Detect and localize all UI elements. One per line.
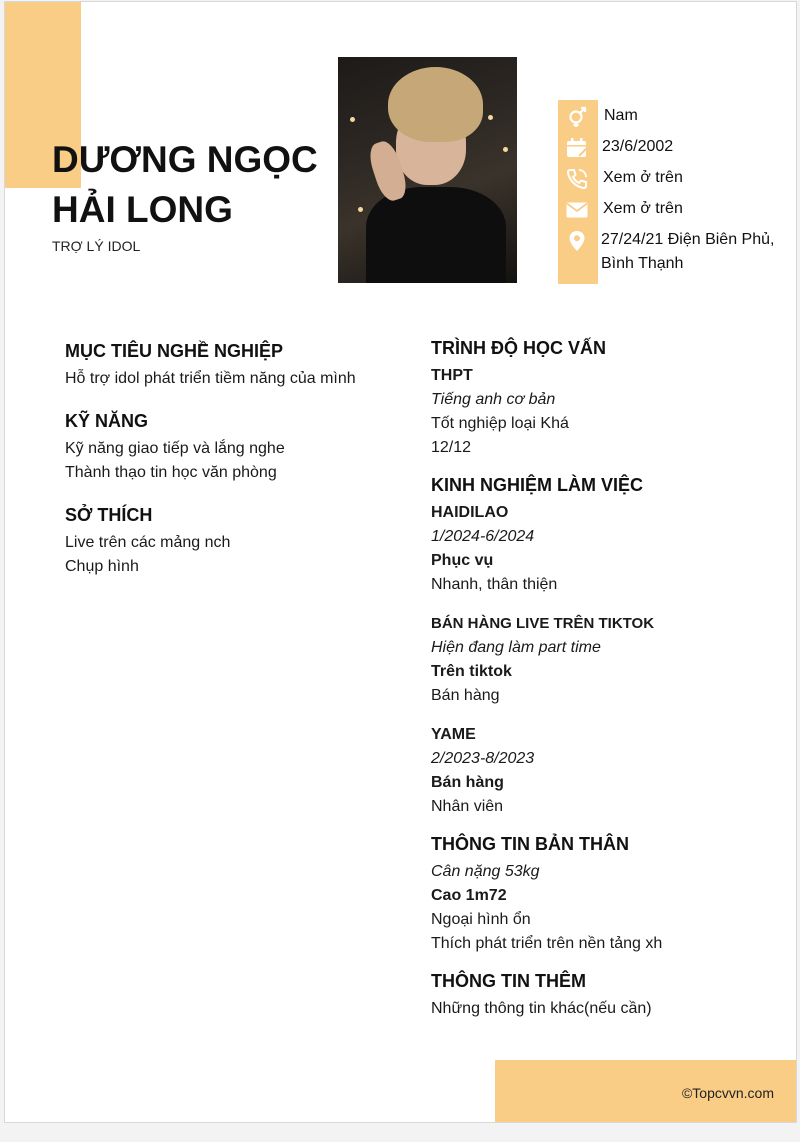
candidate-name	[52, 135, 342, 235]
experience-title: KINH NGHIỆM LÀM VIỆC	[431, 475, 644, 495]
objective-title: MỤC TIÊU NGHỀ NGHIỆP	[65, 341, 284, 361]
skill-item: Kỹ năng giao tiếp và lắng nghe	[65, 440, 285, 457]
mail-icon	[564, 197, 590, 223]
skill-item: Thành thạo tin học văn phòng	[65, 464, 277, 481]
personal-height: Cao 1m72	[431, 887, 507, 904]
job-description: Nhân viên	[431, 798, 504, 815]
objective-text: Hỗ trợ idol phát triển tiềm năng của mình	[65, 370, 356, 387]
personal-note: Thích phát triển trên nền tảng xh	[431, 935, 663, 952]
hobby-item: Chụp hình	[65, 558, 139, 575]
calendar-icon	[564, 135, 590, 161]
footer-brand: ©Topcvvn.com	[681, 1085, 774, 1101]
phone-icon	[564, 166, 590, 192]
education-result: Tốt nghiệp loại Khá	[431, 415, 569, 432]
contact-icon-column	[558, 100, 598, 284]
profile-photo	[338, 57, 517, 283]
name-line-1: DƯƠNG NGỌC	[52, 139, 318, 180]
address-value	[601, 228, 774, 276]
cv-page	[4, 1, 797, 1123]
hobbies-title: SỞ THÍCH	[65, 505, 153, 525]
location-icon	[564, 228, 590, 254]
education-school: THPT	[431, 367, 473, 384]
gender-value: Nam	[604, 107, 638, 124]
gender-icon	[564, 104, 590, 130]
job-position: Phục vụ	[431, 552, 494, 569]
name-line-2: HẢI LONG	[52, 189, 233, 230]
job-company: YAME	[431, 726, 476, 743]
job-period: 1/2024-6/2024	[431, 528, 535, 545]
birthday-value: 23/6/2002	[602, 138, 674, 155]
job-period: Hiện đang làm part time	[431, 639, 601, 656]
job-description: Bán hàng	[431, 687, 500, 704]
education-title: TRÌNH ĐỘ HỌC VẤN	[431, 338, 606, 358]
personal-look: Ngoại hình ổn	[431, 911, 531, 928]
job-description: Nhanh, thân thiện	[431, 576, 558, 593]
personal-weight: Cân nặng 53kg	[431, 863, 540, 880]
address-line-1: 27/24/21 Điện Biên Phủ,	[601, 231, 775, 248]
job-title: TRỢ LÝ IDOL	[52, 238, 141, 254]
address-line-2: Bình Thạnh	[601, 255, 684, 272]
job-company: HAIDILAO	[431, 504, 509, 521]
phone-value: Xem ở trên	[603, 169, 683, 186]
job-position: Trên tiktok	[431, 663, 512, 680]
hobby-item: Live trên các mảng nch	[65, 534, 231, 551]
extra-text: Những thông tin khác(nếu cần)	[431, 1000, 652, 1017]
education-major: Tiếng anh cơ bản	[431, 391, 556, 408]
extra-title: THÔNG TIN THÊM	[431, 971, 586, 991]
personal-title: THÔNG TIN BẢN THÂN	[431, 834, 629, 854]
education-grade: 12/12	[431, 439, 472, 456]
email-value: Xem ở trên	[603, 200, 683, 217]
skills-title: KỸ NĂNG	[65, 411, 149, 431]
job-position: Bán hàng	[431, 774, 504, 791]
job-period: 2/2023-8/2023	[431, 750, 535, 767]
job-company: BÁN HÀNG LIVE TRÊN TIKTOK	[431, 615, 655, 632]
